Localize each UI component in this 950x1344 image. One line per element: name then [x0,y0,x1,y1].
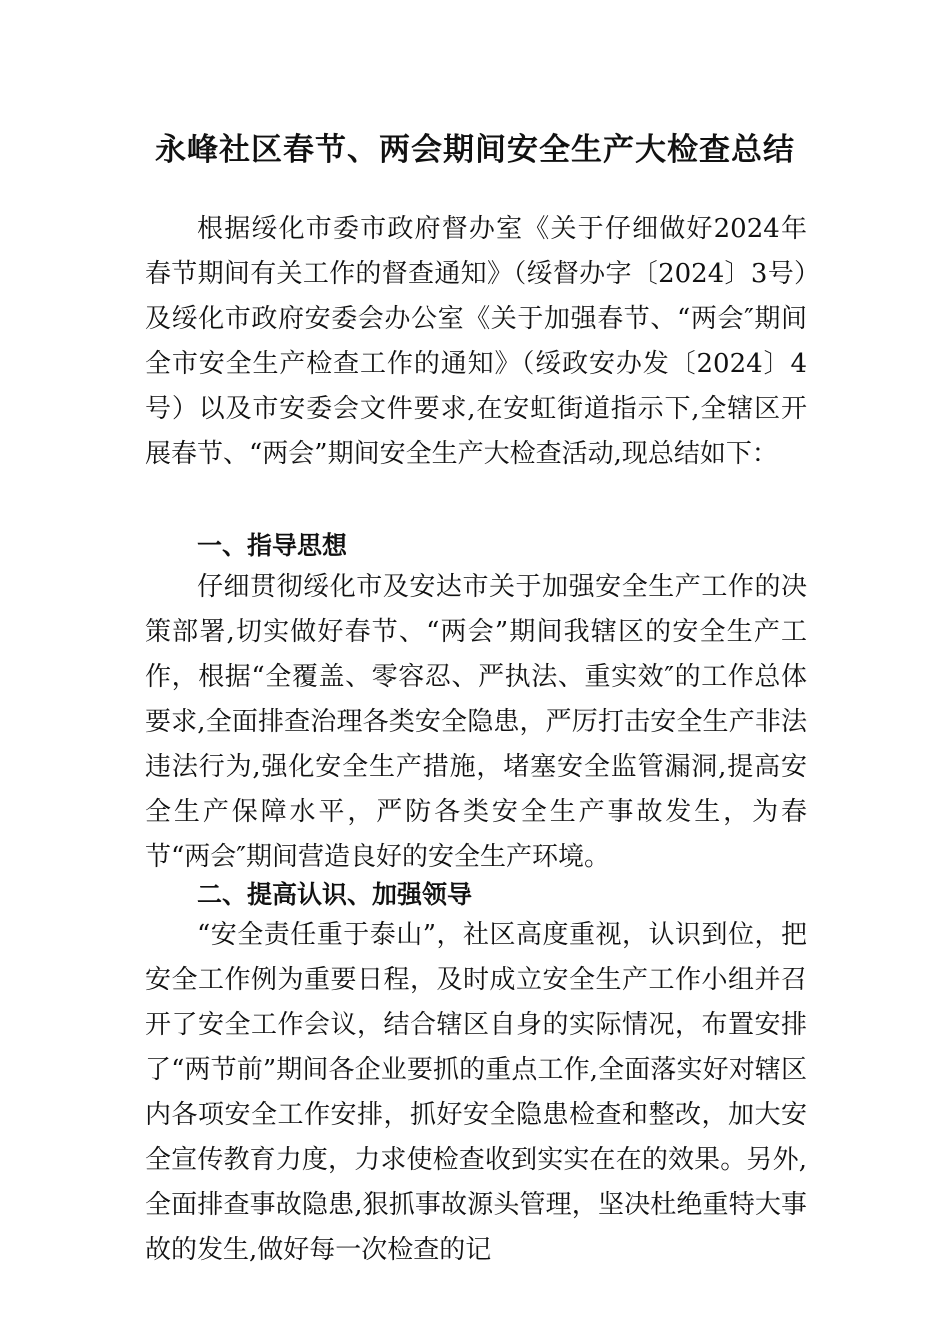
intro-paragraph: 根据绥化市委市政府督办室《关于仔细做好2024年春节期间有关工作的督查通知》（绥督办字〔2024〕3号）及绥化市政府安委会办公室《关于加强春节、“两会″期间全市安全生产检查工作的通知》（绥政安办发〔2024〕4号）以及市安委会文件要求,在安虹街道指示下,全辖区开展春节、“两会”期间安全生产大检查活动,现总结如下： [145,214,807,469]
section-paragraph-leadership: “安全责任重于泰山”，社区高度重视，认识到位，把安全工作例为重要日程，及时成立安全生产工作小组并召开了安全工作会议，结合辖区自身的实际情况，布置安排了“两节前”期间各企业要抓的重点工作,全面落实好对辖区内各项安全工作安排，抓好安全隐患检查和整改，加大安全宣传教育力度，力求使检查收到实实在在的效果。另外,全面排查事故隐患,狠抓事故源头管理，坚决杜绝重特大事故的发生,做好每一次检查的记 [145,920,807,1265]
document-title: 永峰社区春节、两会期间安全生产大检查总结 [155,132,795,168]
section-heading-leadership: 二、提高认识、加强领导 [197,880,473,909]
section-heading-guiding-ideology: 一、指导思想 [197,531,348,560]
section-paragraph-guiding-ideology: 仔细贯彻绥化市及安达市关于加强安全生产工作的决策部署,切实做好春节、“两会”期间我辖区的安全生产工作，根据“全覆盖、零容忍、严执法、重实效″的工作总体要求,全面排查治理各类安全隐患，严厉打击安全生产非法违法行为,强化安全生产措施，堵塞安全监管漏洞,提高安全生产保障水平，严防各类安全生产事故发生，为春节“两会″期间营造良好的安全生产环境。 [145,572,807,872]
